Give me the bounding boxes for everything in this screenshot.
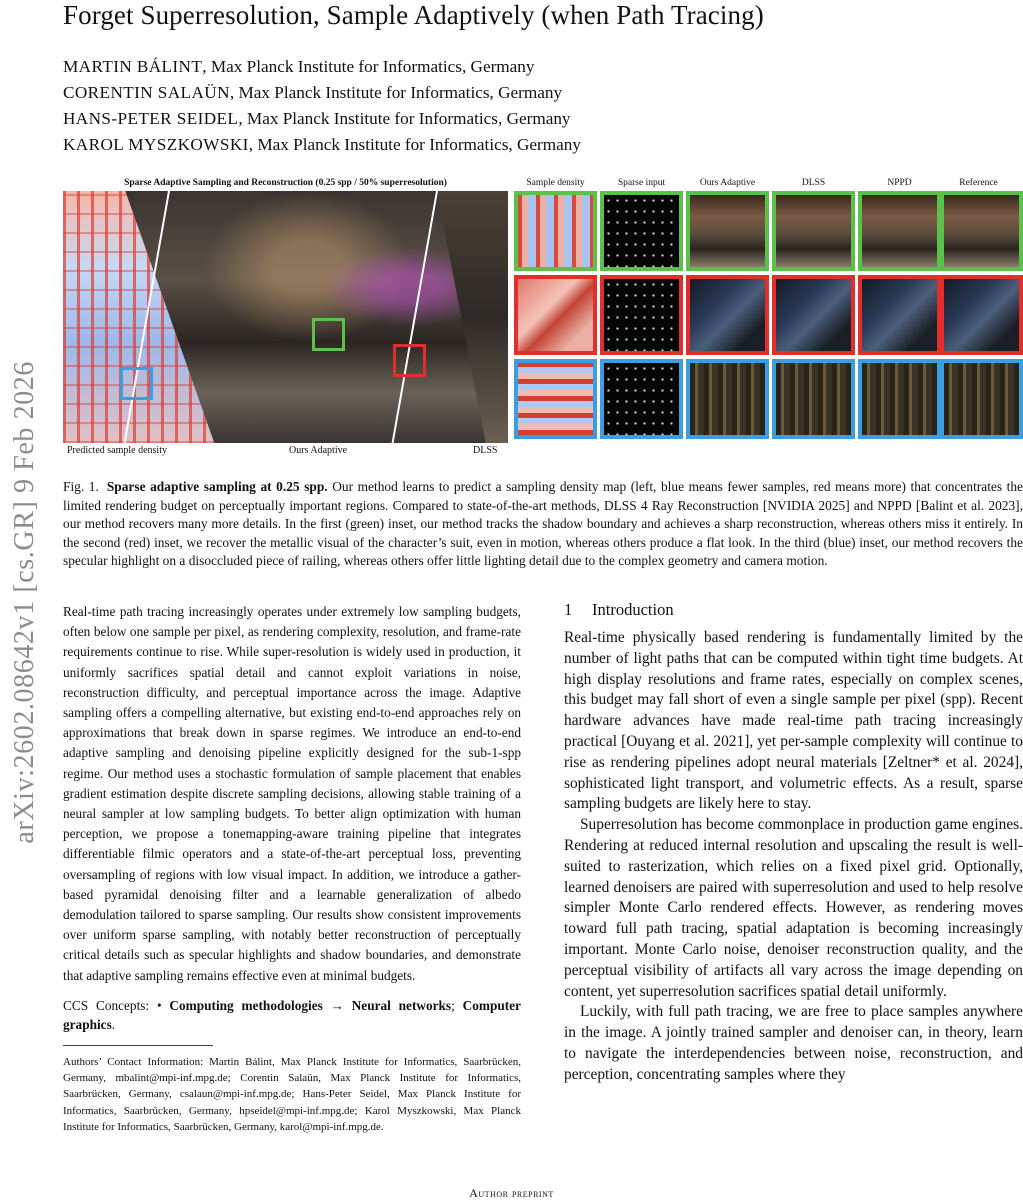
- right-column: [564, 600, 1023, 1086]
- inset-red-ours: [686, 275, 769, 355]
- intro-paragraph-3: Luckily, with full path tracing, we are free to place samples anywhere in the image. A jointly trained sampler and denoiser can, in theory, learn to navigate the interdependencies between noise, reconstruction, and perception, concentrating samples where they: [564, 1003, 1023, 1083]
- footnote-divider: [63, 1045, 213, 1046]
- author-name: CORENTIN SALAÜN: [63, 83, 230, 102]
- column-header-sparse-input: Sparse input: [617, 178, 666, 188]
- teaser-title: Sparse Adaptive Sampling and Reconstruction (0.25 spp / 50% superresolution): [124, 178, 447, 188]
- author-affiliation: , Max Planck Institute for Informatics, Germany: [248, 135, 581, 154]
- author-line: [63, 106, 581, 132]
- blue-marker-box: [120, 367, 153, 400]
- ccs-separator: ;: [451, 997, 463, 1013]
- author-affiliation: , Max Planck Institute for Informatics, Germany: [202, 57, 535, 76]
- inset-green-sparse: [600, 191, 683, 271]
- label-predicted-density: Predicted sample density: [67, 445, 167, 456]
- inset-blue-dlss: [772, 359, 855, 439]
- arxiv-stamp: [2, 282, 48, 922]
- abstract: Real-time path tracing increasingly operates under extremely low sampling budgets, often below one sample per pixel, as rendering complexity, resolution, and frame-rate requirements continue to rise. While super-resolution is widely used in production, it uniformly sacrifices spatial detail and cannot exploit variations in noise, reconstruction difficulty, and perceptual importance across the image. Adaptive sampling offers a compelling alternative, but existing end-to-end approaches rely on approximations that break down in sparse regimes. We introduce an end-to-end adaptive sampling and denoising pipeline explicitly designed for the sub-1-spp regime. Our method uses a stochastic formulation of sample placement that enables gradient estimation despite discrete sampling decisions, allowing stable training of a neural sampler at low sampling budgets. To better align optimization with human perception, we propose a tonemapping-aware training pipeline that integrates differentiable filmic operators and a state-of-the-art perceptual loss, preventing oversampling of regions with low visual impact. In addition, we introduce a gather-based pyramidal denoising filter and a learnable generalization of albedo demodulation tailored to sparse sampling. Our results show consistent improvements over uniform sparse sampling, with notably better reconstruction of perceptually critical details such as specular highlights and shadow boundaries, and demonstrate that adaptive sampling remains effective even at minimal budgets.: [63, 604, 521, 983]
- author-line: [63, 80, 581, 106]
- inset-red-nppd: [858, 275, 941, 355]
- inset-green-dlss: [772, 191, 855, 271]
- ccs-end: .: [111, 1017, 116, 1033]
- column-header-sample-density: Sample density: [526, 178, 585, 188]
- author-line: [63, 132, 581, 158]
- inset-red-dlss: [772, 275, 855, 355]
- inset-red-reference: [940, 275, 1023, 355]
- inset-blue-nppd: [858, 359, 941, 439]
- ccs-term-3: Computer graphics: [63, 997, 521, 1033]
- author-line: [63, 54, 581, 80]
- column-header-ours-adaptive: Ours Adaptive: [699, 178, 756, 188]
- author-contact-footnote: Authors’ Contact Information: Martin Bálint, Max Planck Institute for Informatics, Saarbrücken, Germany, mbalint@mpi-inf.mpg.de; Corentin Salaün, Max Planck Institute for Informatics, Saarbrücken, Germany, csalaun@mpi-inf.mpg.de; Hans-Peter Seidel, Max Planck Institute for Informatics, Saarbrücken, Germany, hpseidel@mpi-inf.mpg.de; Karol Myszkowski, Max Planck Institute for Informatics, Saarbrücken, Germany, karol@mpi-inf.mpg.de.: [63, 1055, 521, 1134]
- ccs-term-1: Computing methodologies: [169, 997, 323, 1013]
- inset-green-reference: [940, 191, 1023, 271]
- green-marker-box: [312, 318, 345, 351]
- ccs-prefix: CCS Concepts: •: [63, 997, 162, 1013]
- figure-caption: [63, 478, 1023, 571]
- figure-caption-bold: Sparse adaptive sampling at 0.25 spp.: [106, 479, 328, 494]
- left-column: [63, 602, 521, 1135]
- red-marker-box: [393, 344, 426, 377]
- arxiv-stamp-text: arXiv:2602.08642v1 [cs.GR] 9 Feb 2026: [9, 360, 40, 844]
- intro-paragraph-1: Real-time physically based rendering is fundamentally limited by the number of light paths that can be computed within tight time budgets. At high display resolutions and frame rates, especially on complex scenes, this budget may fall short of even a single sample per pixel (spp). Recent hardware advances have made real-time path tracing increasingly practical [Ouyang et al. 2021], yet per-sample complexity will continue to rise as rendering pipelines adopt neural materials [Zeltner* et al. 2024], sophisticated light transport, and volumetric effects. As a result, sparse sampling budgets are likely here to stay.: [564, 629, 1023, 813]
- section-heading: [564, 600, 1023, 620]
- author-name: HANS-PETER SEIDEL: [63, 109, 239, 128]
- label-ours-adaptive: Ours Adaptive: [289, 445, 348, 456]
- label-dlss: DLSS: [473, 445, 498, 456]
- column-header-nppd: NPPD: [887, 178, 912, 188]
- teaser-figure: [63, 177, 1023, 460]
- author-affiliation: , Max Planck Institute for Informatics, Germany: [238, 109, 571, 128]
- inset-green-density: [514, 191, 597, 271]
- inset-red-sparse: [600, 275, 683, 355]
- inset-green-ours: [686, 191, 769, 271]
- ccs-term-2: Neural networks: [351, 997, 452, 1013]
- figure-label: Fig. 1.: [63, 479, 99, 494]
- inset-red-density: [514, 275, 597, 355]
- author-affiliation: , Max Planck Institute for Informatics, Germany: [229, 83, 563, 102]
- figure-caption-text: Our method learns to predict a sampling density map (left, blue means fewer samples, red means more) that concentrates the limited rendering budget on perceptually important regions. Compared to state-of-the-art methods, DLSS 4 Ray Reconstruction [NVIDIA 2025] and NPPD [Balint et al. 2023], our method recovers many more details. In the first (green) inset, our method tracks the shadow boundary and achieves a sharp reconstruction, whereas others miss it entirely. In the second (red) inset, we recover the metallic visual of the character’s suit, even in motion, whereas others produce a flat look. In the third (blue) inset, our method recovers the specular highlight on a disoccluded piece of railing, whereas others offer little lighting detail due to the complex geometry and camera motion.: [63, 479, 1023, 569]
- intro-paragraph-2: Superresolution has become commonplace in production game engines. Rendering at reduced internal resolution and upscaling the result is well-suited to rasterization, which relies on a fixed pixel grid. Optionally, learned denoisers are paired with superresolution and used to help resolve simpler Monte Carlo rendered effects. However, as rendering moves toward full path tracing, spatial adaptation is becoming increasingly important. Monte Carlo noise, denoiser reconstruction quality, and the perceptual visibility of artifacts all vary across the image depending on content, yet superresolution sacrifices spatial detail uniformly.: [564, 816, 1023, 1000]
- section-title: Introduction: [592, 600, 674, 619]
- inset-green-nppd: [858, 191, 941, 271]
- section-number: 1: [564, 600, 573, 619]
- author-name: KAROL MYSZKOWSKI: [63, 135, 249, 154]
- column-header-dlss: DLSS: [801, 178, 826, 188]
- split-line-right: [392, 191, 438, 443]
- paper-title: Forget Superresolution, Sample Adaptively (when Path Tracing): [63, 0, 764, 30]
- page-footer: Author preprint: [469, 1186, 554, 1200]
- ccs-concepts: [63, 996, 521, 1035]
- inset-blue-ours: [686, 359, 769, 439]
- inset-blue-density: [514, 359, 597, 439]
- ccs-arrow: →: [322, 997, 352, 1013]
- author-list: [63, 54, 581, 158]
- column-header-reference: Reference: [959, 178, 998, 188]
- inset-blue-sparse: [600, 359, 683, 439]
- author-name: MARTIN BÁLINT: [63, 57, 203, 76]
- main-render-image: [63, 191, 508, 443]
- inset-blue-reference: [940, 359, 1023, 439]
